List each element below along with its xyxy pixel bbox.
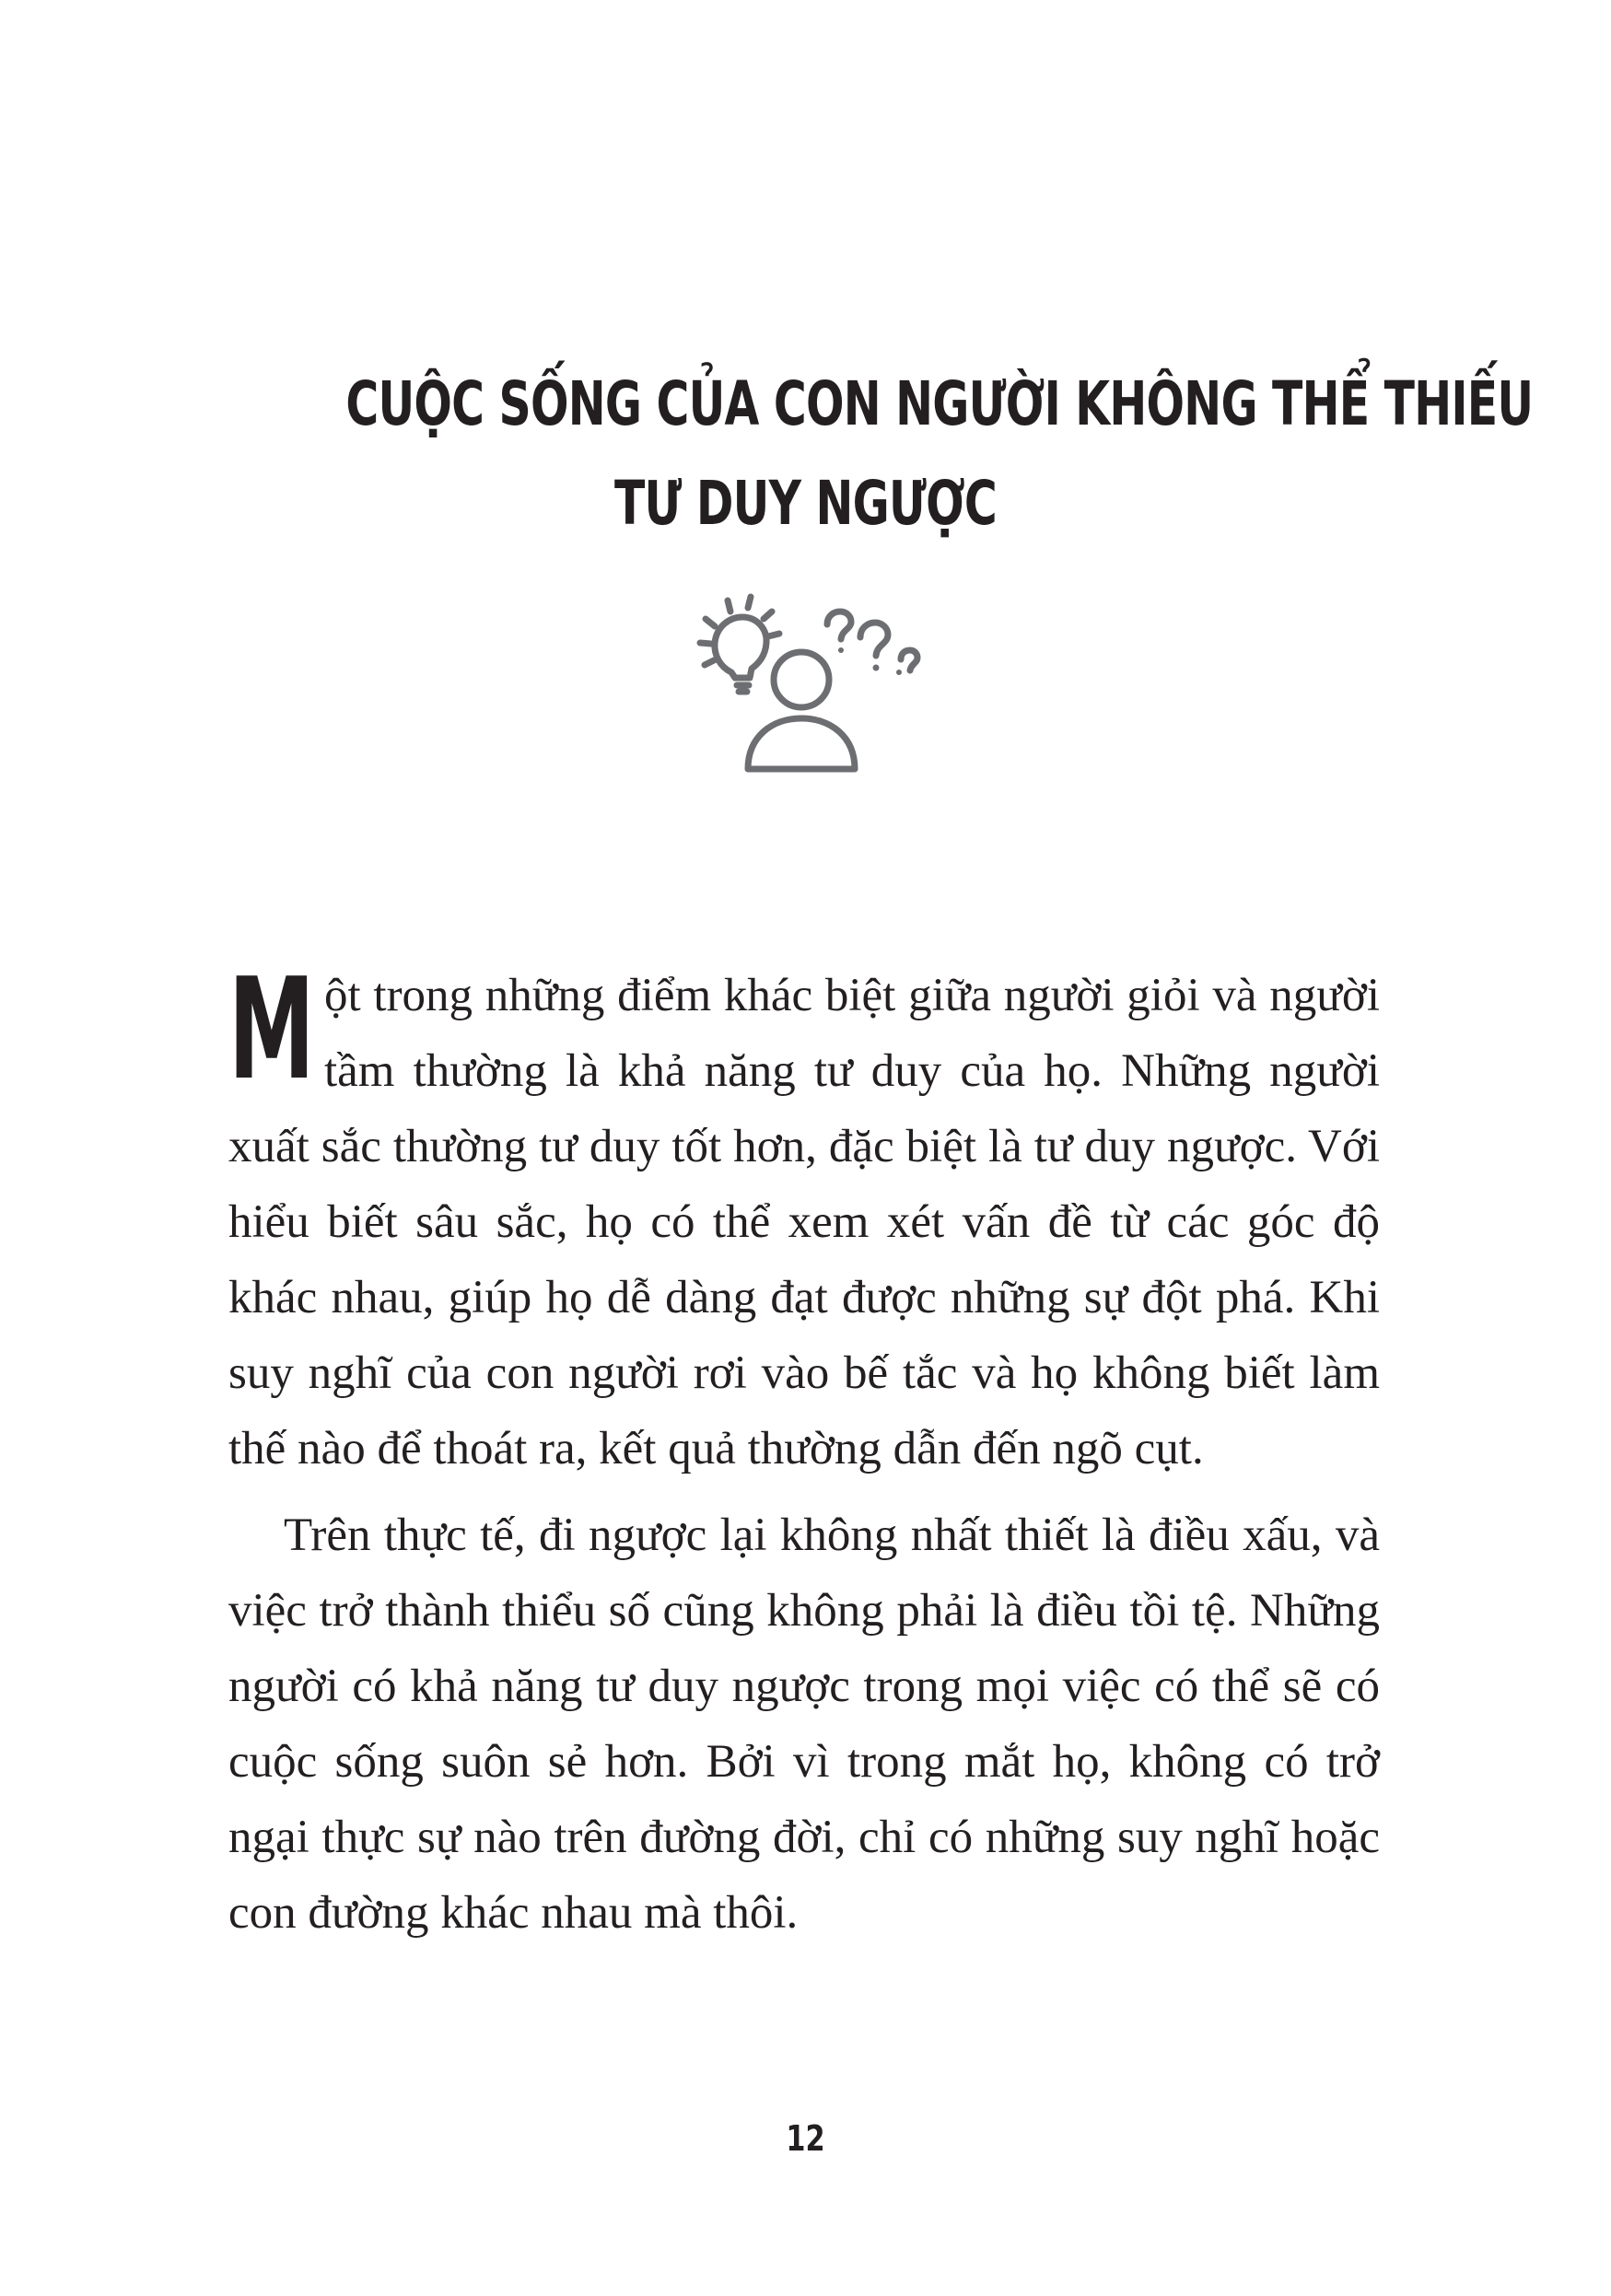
body-text: [228, 948, 1380, 1951]
page-number: 12: [786, 2118, 825, 2159]
chapter-title: [345, 355, 1534, 554]
chapter-title-line-2: TƯ DUY NGƯỢC: [613, 468, 998, 539]
paragraph-1: [228, 948, 1380, 1486]
drop-cap: M: [228, 948, 315, 1111]
chapter-title-line-1: CUỘC SỐNG CỦA CON NGƯỜI KHÔNG THỂ THIẾU: [345, 368, 1534, 439]
person-lightbulb-question-icon: [663, 589, 940, 792]
paragraph-2: Trên thực tế, đi ngược lại không nhất thiết là điều xấu, và việc trở thành thiểu số cũng không phải là điều tồi tệ. Những người có khả năng tư duy ngược trong mọi việc có thể sẽ có cuộc sống suôn sẻ hơn. Bởi vì trong mắt họ, không có trở ngại thực sự nào trên đường đời, chỉ có những suy nghĩ hoặc con đường khác nhau mà thôi.: [228, 1509, 1380, 1939]
paragraph-1-text: ột trong những điểm khác biệt giữa người giỏi và người tầm thường là khả năng tư duy của họ. Những người xuất sắc thường tư duy tốt hơn, đặc biệt là tư duy ngược. Với hiểu biết sâu sắc, họ có thể xem xét vấn đề từ các góc độ khác nhau, giúp họ dễ dàng đạt được những sự đột phá. Khi suy nghĩ của con người rơi vào bế tắc và họ không biết làm thế nào để thoát ra, kết quả thường dẫn đến ngõ cụt.: [228, 970, 1380, 1474]
